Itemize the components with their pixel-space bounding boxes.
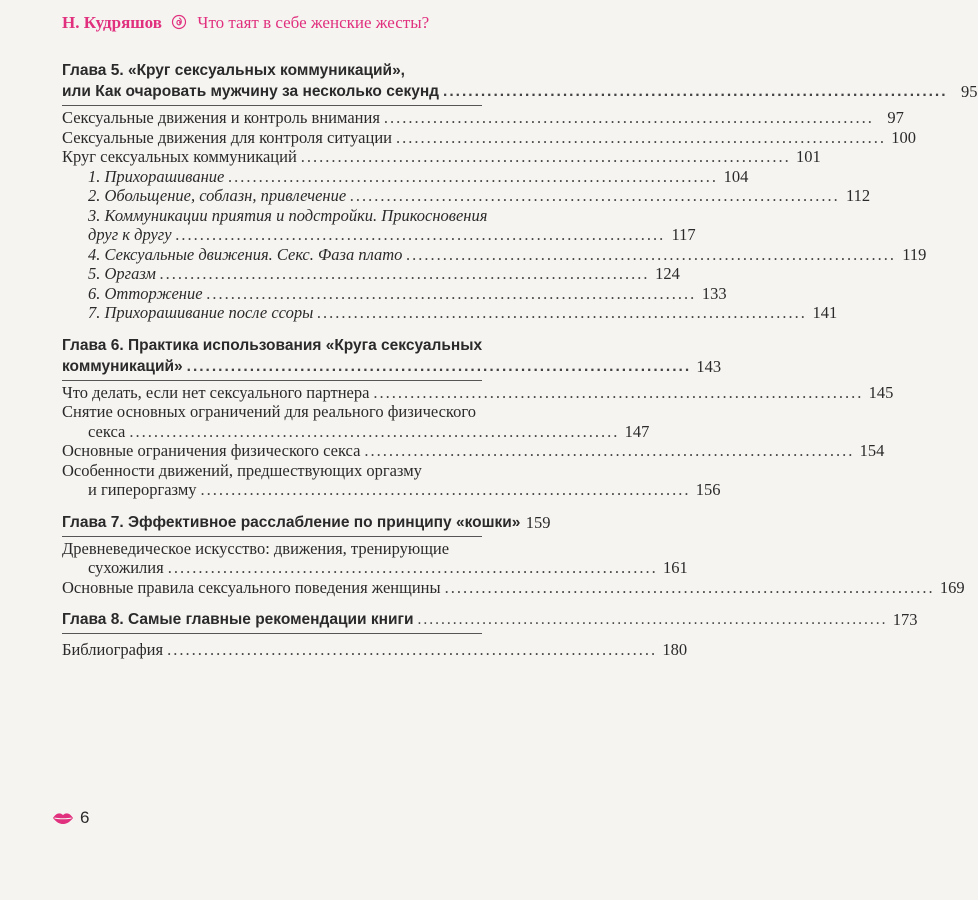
page-number: 124 [655, 264, 680, 283]
toc-entry [62, 108, 904, 128]
entry-title: Библиография [62, 640, 164, 659]
entry-title: друг к другу [88, 225, 172, 244]
divider-line [62, 536, 482, 537]
toc-entry-line [62, 461, 518, 481]
page-footer [52, 808, 89, 828]
entry-title: Древневедическое искусство: движения, тренирующие [62, 538, 450, 558]
page-number: 100 [891, 127, 916, 147]
chapter-5-entry [62, 60, 978, 102]
toc-subentry [62, 283, 727, 304]
leader-dots: ................................................................................ [350, 186, 841, 205]
book-title: Что таят в себе женские жесты? [197, 13, 430, 32]
chapter-title-line: Глава 6. Практика использования «Круга сексуальных [62, 336, 483, 354]
page-number: 143 [696, 356, 722, 376]
page-number: 97 [887, 108, 904, 127]
toc-entry [62, 127, 916, 148]
toc-entry [62, 441, 885, 461]
page-number: 101 [796, 147, 821, 166]
leader-dots: ................................................................................ [175, 225, 666, 244]
toc-subentry [62, 166, 749, 187]
entry-title: 1. Прихорашивание [88, 166, 225, 186]
entry-title: 7. Прихорашивание после ссоры [88, 303, 314, 322]
leader-dots: ................................................................................ [167, 558, 658, 577]
leader-dots: ................................................................................ [159, 264, 650, 283]
leader-dots: ................................................................................ [317, 303, 808, 322]
toc-entry [62, 558, 688, 578]
entry-title: Круг сексуальных коммуникаций [62, 147, 297, 166]
page-number: 156 [695, 480, 721, 499]
chapter-8-entry [62, 609, 918, 630]
leader-dots: ................................................................................ [443, 83, 948, 100]
divider-line [62, 633, 482, 634]
entry-title: сухожилия [88, 558, 164, 577]
page-number: 141 [812, 303, 838, 322]
entry-title: Снятие основных ограничений для реального физического [62, 402, 476, 421]
leader-dots: ................................................................................ [417, 611, 888, 628]
page-number: 112 [846, 186, 871, 205]
author-name: Н. Кудряшов [62, 13, 162, 32]
chapter-title-line: Глава 8. Самые главные рекомендации книги [62, 611, 414, 628]
toc-subentry [62, 303, 838, 323]
toc-entry [62, 147, 821, 167]
page-number: 154 [859, 441, 885, 460]
leader-dots: ................................................................................ [396, 127, 886, 147]
entry-title: секса [88, 421, 126, 441]
entry-title: и гипероргазму [88, 480, 197, 499]
rose-icon [171, 14, 187, 30]
leader-dots: ................................................................................ [167, 640, 658, 659]
toc-entry [62, 382, 894, 403]
leader-dots: ................................................................................ [129, 421, 620, 441]
chapter-title-line: коммуникаций» [62, 357, 183, 375]
leader-dots: ................................................................................ [200, 480, 691, 499]
leader-dots: ................................................................................ [300, 147, 791, 166]
bibliography-entry [62, 640, 688, 660]
page-number: 133 [701, 283, 727, 303]
divider-line [62, 105, 482, 106]
page-number: 147 [624, 421, 650, 441]
page-number: 104 [723, 166, 749, 186]
lips-icon [52, 811, 74, 825]
entry-title: Особенности движений, предшествующих оргазму [62, 460, 422, 480]
toc-subentry-line [62, 206, 518, 226]
leader-dots: ................................................................................ [406, 244, 897, 264]
page-number-footer: 6 [80, 808, 90, 827]
entry-title: Что делать, если нет сексуального партнера [62, 382, 370, 402]
chapter-title-line: Глава 7. Эффективное расслабление по принципу «кошки» [62, 513, 521, 531]
table-of-contents [62, 60, 978, 660]
leader-dots: ................................................................................ [228, 166, 719, 186]
entry-title: 4. Сексуальные движения. Секс. Фаза плато [88, 244, 403, 264]
entry-title: 3. Коммуникации приятия и подстройки. Прикосновения [88, 205, 488, 225]
toc-entry-line [62, 539, 518, 559]
page-number: 119 [902, 244, 927, 264]
page-number: 117 [671, 225, 696, 244]
page-number: 161 [662, 558, 688, 577]
page-number: 159 [525, 512, 551, 532]
entry-title: Сексуальные движения для контроля ситуации [62, 127, 392, 147]
chapter-title-line: или Как очаровать мужчину за несколько секунд [62, 83, 440, 100]
toc-entry [62, 480, 721, 500]
toc-entry-line [62, 402, 518, 422]
leader-dots: ................................................................................ [383, 108, 874, 127]
toc-subentry [62, 264, 680, 284]
entry-title: 5. Оргазм [88, 264, 156, 283]
leader-dots: ................................................................................ [364, 441, 855, 460]
leader-dots: ................................................................................ [206, 283, 697, 303]
entry-title: 2. Обольщение, соблазн, привлечение [88, 186, 347, 205]
toc-subentry [62, 225, 696, 245]
toc-subentry [62, 244, 927, 265]
running-header [62, 13, 429, 33]
page-number: 145 [868, 382, 894, 402]
leader-dots: ................................................................................ [373, 382, 864, 402]
entry-title: Основные правила сексуального поведения женщины [62, 577, 441, 597]
page-number: 173 [892, 610, 918, 629]
chapter-6-entry [62, 335, 722, 377]
page-number: 95 [961, 82, 978, 101]
entry-title: Сексуальные движения и контроль внимания [62, 108, 380, 127]
toc-entry [62, 421, 650, 442]
chapter-title-line: Глава 5. «Круг сексуальных коммуникаций», [62, 62, 405, 79]
toc-entry [62, 577, 965, 598]
toc-subentry [62, 186, 871, 206]
chapter-7-entry [62, 512, 551, 533]
leader-dots: ................................................................................ [186, 357, 692, 375]
divider-line [62, 380, 482, 381]
leader-dots: ................................................................................ [444, 577, 935, 597]
page-number: 169 [939, 577, 965, 597]
page-number: 180 [662, 640, 688, 659]
entry-title: Основные ограничения физического секса [62, 441, 361, 460]
entry-title: 6. Отторжение [88, 283, 203, 303]
